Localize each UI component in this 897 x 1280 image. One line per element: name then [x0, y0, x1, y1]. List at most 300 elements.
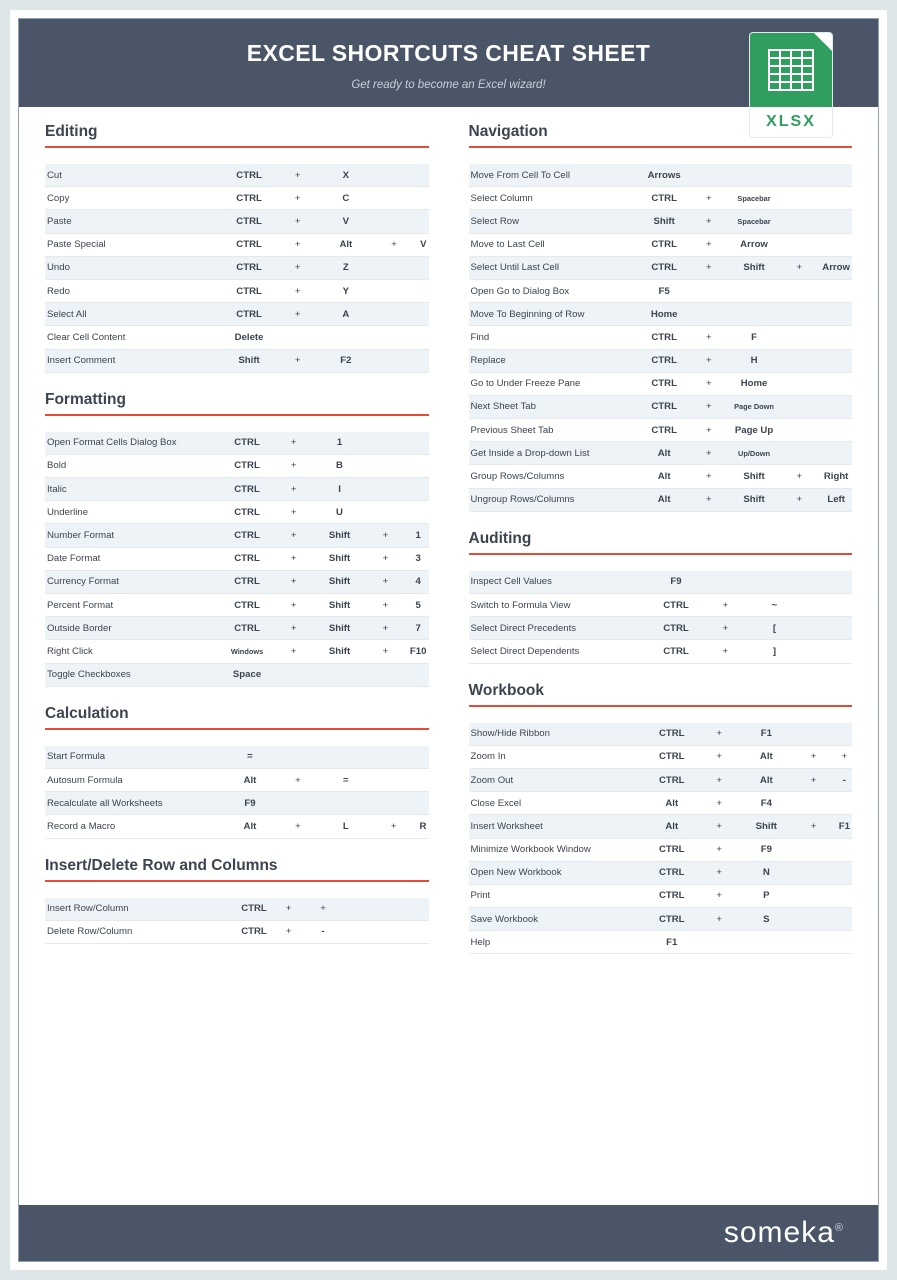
shortcut-key: CTRL	[648, 884, 696, 907]
key-separator: +	[790, 768, 837, 791]
shortcut-table-auditing	[469, 571, 853, 664]
shortcut-key	[790, 884, 837, 907]
shortcut-key: 1	[408, 524, 429, 547]
shortcut-key	[848, 594, 852, 617]
shortcut-key	[837, 861, 852, 884]
shortcut-key	[778, 326, 820, 349]
key-separator: +	[696, 792, 743, 815]
shortcut-key: R	[418, 815, 429, 838]
shortcut-key	[778, 187, 820, 210]
table-row	[45, 547, 429, 570]
shortcut-key: F2	[322, 349, 370, 372]
table-row	[469, 233, 853, 256]
table-row	[469, 594, 853, 617]
shortcut-label: Minimize Workbook Window	[469, 838, 648, 861]
table-row	[469, 326, 853, 349]
table-row	[45, 617, 429, 640]
key-separator: +	[688, 326, 730, 349]
section-title-navigation: Navigation	[469, 123, 853, 148]
key-separator: +	[696, 723, 743, 746]
shortcut-key: CTRL	[641, 372, 688, 395]
shortcut-key: =	[322, 768, 370, 791]
table-row	[45, 303, 429, 326]
shortcut-key: Shift	[730, 488, 779, 511]
shortcut-key	[778, 349, 820, 372]
table-row	[469, 723, 853, 746]
shortcut-label: Move to Last Cell	[469, 233, 641, 256]
shortcut-key	[820, 303, 852, 326]
key-separator: +	[363, 640, 408, 663]
shortcut-key: CTRL	[223, 524, 271, 547]
shortcut-key	[322, 746, 370, 769]
shortcut-key	[778, 303, 820, 326]
shortcut-key: Shift	[730, 256, 779, 279]
shortcut-label: Paste	[45, 210, 225, 233]
shortcut-key: F	[730, 326, 779, 349]
shortcut-key: Alt	[742, 768, 790, 791]
shortcut-key: Z	[322, 256, 370, 279]
shortcut-key: F9	[226, 792, 274, 815]
shortcut-key	[848, 617, 852, 640]
section-calculation	[45, 705, 429, 839]
shortcut-key: Shift	[742, 815, 790, 838]
shortcut-key	[408, 663, 429, 686]
table-row	[469, 419, 853, 442]
shortcut-key	[790, 838, 837, 861]
shortcut-key: I	[316, 478, 363, 501]
brand-registered-mark: ®	[834, 1222, 844, 1234]
shortcut-label: Switch to Formula View	[469, 594, 652, 617]
shortcut-label: Insert Comment	[45, 349, 225, 372]
key-separator: +	[688, 465, 730, 488]
key-separator: +	[696, 861, 743, 884]
shortcut-key	[398, 920, 429, 943]
key-separator: +	[790, 815, 837, 838]
table-row	[45, 570, 429, 593]
shortcut-key: CTRL	[223, 570, 271, 593]
shortcut-label: Right Click	[45, 640, 223, 663]
shortcut-key: Alt	[641, 488, 688, 511]
shortcut-key: [	[750, 617, 799, 640]
table-row	[469, 884, 853, 907]
shortcut-key: Page Down	[730, 395, 779, 418]
key-separator: +	[271, 478, 316, 501]
shortcut-label: Select Until Last Cell	[469, 256, 641, 279]
table-row	[469, 838, 853, 861]
shortcut-label: Select Direct Dependents	[469, 640, 652, 663]
section-formatting	[45, 391, 429, 687]
shortcut-key	[408, 432, 429, 455]
shortcut-key: Alt	[648, 792, 696, 815]
shortcut-key: Home	[730, 372, 779, 395]
shortcut-key: Delete	[225, 326, 274, 349]
key-separator: +	[696, 768, 743, 791]
shortcut-label: Zoom In	[469, 745, 648, 768]
table-row	[469, 187, 853, 210]
shortcut-label: Underline	[45, 501, 223, 524]
shortcut-key: CTRL	[648, 723, 696, 746]
shortcut-label: Select Row	[469, 210, 641, 233]
shortcut-key: C	[322, 187, 370, 210]
shortcut-key: Arrow	[730, 233, 779, 256]
shortcut-key	[418, 326, 428, 349]
shortcut-label: Zoom Out	[469, 768, 648, 791]
shortcut-key: Alt	[641, 465, 688, 488]
shortcut-key: CTRL	[648, 838, 696, 861]
table-row	[45, 279, 429, 302]
table-row	[45, 326, 429, 349]
section-title-auditing: Auditing	[469, 530, 853, 555]
xlsx-icon-label: XLSX	[750, 107, 832, 137]
key-separator: +	[363, 594, 408, 617]
table-row	[45, 256, 429, 279]
shortcut-key	[418, 279, 428, 302]
shortcut-table-workbook	[469, 723, 853, 955]
key-separator: +	[790, 745, 837, 768]
shortcut-key: CTRL	[223, 432, 271, 455]
section-title-calculation: Calculation	[45, 705, 429, 730]
shortcut-key	[370, 164, 418, 187]
key-separator: +	[778, 465, 820, 488]
table-body	[469, 723, 853, 954]
key-separator: +	[363, 570, 408, 593]
shortcut-key: 7	[408, 617, 429, 640]
shortcut-key: CTRL	[641, 233, 688, 256]
shortcut-key	[348, 920, 398, 943]
shortcut-key	[408, 501, 429, 524]
shortcut-key	[363, 478, 408, 501]
table-row	[469, 571, 853, 594]
shortcut-label: Move From Cell To Cell	[469, 164, 641, 187]
shortcut-key: 3	[408, 547, 429, 570]
shortcut-key: CTRL	[225, 187, 274, 210]
table-body	[469, 571, 853, 663]
shortcut-key	[730, 279, 779, 302]
key-separator: +	[696, 908, 743, 931]
section-editing	[45, 123, 429, 373]
shortcut-key: CTRL	[225, 256, 274, 279]
key-separator: +	[701, 640, 750, 663]
shortcut-key	[418, 187, 428, 210]
shortcut-key	[790, 723, 837, 746]
table-row	[469, 349, 853, 372]
shortcut-key	[837, 792, 852, 815]
shortcut-key	[820, 372, 852, 395]
shortcut-key	[837, 838, 852, 861]
shortcut-key	[363, 663, 408, 686]
shortcut-key	[348, 898, 398, 921]
shortcut-key: Alt	[648, 815, 696, 838]
shortcut-label: Save Workbook	[469, 908, 648, 931]
table-body	[469, 164, 853, 511]
shortcut-key: Alt	[641, 442, 688, 465]
shortcut-key: CTRL	[641, 187, 688, 210]
shortcut-key: ]	[750, 640, 799, 663]
key-separator: +	[370, 815, 418, 838]
shortcut-key	[820, 233, 852, 256]
key-separator: +	[274, 349, 322, 372]
table-row	[469, 908, 853, 931]
shortcut-key: ~	[750, 594, 799, 617]
shortcut-key: CTRL	[641, 419, 688, 442]
shortcut-key: 4	[408, 570, 429, 593]
table-row	[469, 442, 853, 465]
xlsx-icon-fold	[814, 33, 832, 51]
table-row	[469, 745, 853, 768]
shortcut-label: Cut	[45, 164, 225, 187]
table-row	[45, 746, 429, 769]
brand-name: someka	[723, 1216, 835, 1249]
shortcut-key: CTRL	[225, 279, 274, 302]
shortcut-key: CTRL	[225, 164, 274, 187]
page-inner-border	[18, 18, 879, 1262]
shortcut-key	[370, 768, 418, 791]
shortcut-label: Clear Cell Content	[45, 326, 225, 349]
shortcut-key	[418, 746, 429, 769]
shortcut-key: -	[298, 920, 348, 943]
shortcut-key: Up/Down	[730, 442, 779, 465]
table-row	[45, 792, 429, 815]
shortcut-key: CTRL	[225, 210, 274, 233]
shortcut-key: CTRL	[648, 745, 696, 768]
shortcut-key: CTRL	[223, 478, 271, 501]
shortcut-key	[848, 640, 852, 663]
shortcut-key: CTRL	[641, 395, 688, 418]
key-separator: +	[363, 524, 408, 547]
key-separator: +	[837, 745, 852, 768]
shortcut-label: Outside Border	[45, 617, 223, 640]
shortcut-key: L	[322, 815, 370, 838]
table-row	[45, 501, 429, 524]
shortcut-key	[418, 792, 429, 815]
table-row	[469, 488, 853, 511]
table-row	[45, 663, 429, 686]
shortcut-key	[274, 326, 322, 349]
shortcut-key	[820, 210, 852, 233]
section-workbook	[469, 682, 853, 955]
shortcut-key: F5	[641, 279, 688, 302]
table-row	[45, 233, 429, 256]
table-body	[45, 898, 429, 944]
shortcut-key	[799, 571, 848, 594]
shortcut-key: -	[837, 768, 852, 791]
section-auditing	[469, 530, 853, 664]
shortcut-key: V	[418, 233, 428, 256]
shortcut-key: 5	[408, 594, 429, 617]
table-row	[45, 454, 429, 477]
key-separator: +	[688, 187, 730, 210]
key-separator: +	[778, 256, 820, 279]
shortcut-key: CTRL	[225, 233, 274, 256]
key-separator: +	[271, 524, 316, 547]
shortcut-key	[790, 792, 837, 815]
shortcut-key: Space	[223, 663, 271, 686]
shortcut-label: Bold	[45, 454, 223, 477]
key-separator: +	[688, 395, 730, 418]
shortcut-key: Alt	[226, 815, 274, 838]
shortcut-table-formatting	[45, 432, 429, 687]
shortcut-key	[799, 640, 848, 663]
shortcut-key: Alt	[226, 768, 274, 791]
key-separator: +	[274, 210, 322, 233]
table-row	[45, 210, 429, 233]
shortcut-label: Percent Format	[45, 594, 223, 617]
shortcut-key	[688, 164, 730, 187]
table-row	[45, 478, 429, 501]
shortcut-key: F1	[742, 723, 790, 746]
shortcut-key	[778, 210, 820, 233]
table-row	[469, 164, 853, 187]
shortcut-key: P	[742, 884, 790, 907]
shortcut-label: Inspect Cell Values	[469, 571, 652, 594]
shortcut-key	[799, 594, 848, 617]
shortcut-key	[370, 256, 418, 279]
shortcut-key	[418, 768, 429, 791]
xlsx-icon-grid	[768, 49, 814, 91]
shortcut-key	[790, 931, 837, 954]
section-title-editing: Editing	[45, 123, 429, 148]
shortcut-key	[408, 454, 429, 477]
shortcut-key	[398, 898, 429, 921]
shortcut-key	[778, 372, 820, 395]
table-row	[45, 432, 429, 455]
shortcut-key	[820, 326, 852, 349]
shortcut-key: F9	[651, 571, 700, 594]
key-separator: +	[298, 898, 348, 921]
shortcut-key	[750, 571, 799, 594]
key-separator: +	[688, 419, 730, 442]
shortcut-label: Record a Macro	[45, 815, 226, 838]
key-separator: +	[696, 838, 743, 861]
table-row	[469, 372, 853, 395]
section-title-workbook: Workbook	[469, 682, 853, 707]
shortcut-key: B	[316, 454, 363, 477]
shortcut-key	[370, 303, 418, 326]
shortcut-label: Redo	[45, 279, 225, 302]
key-separator: +	[370, 233, 418, 256]
shortcut-key	[820, 349, 852, 372]
shortcut-key	[848, 571, 852, 594]
shortcut-label: Select All	[45, 303, 225, 326]
shortcut-key: CTRL	[648, 908, 696, 931]
shortcut-label: Select Direct Precedents	[469, 617, 652, 640]
shortcut-key: Right	[820, 465, 852, 488]
key-separator: +	[696, 745, 743, 768]
key-separator: +	[271, 501, 316, 524]
shortcut-key	[370, 326, 418, 349]
shortcut-key: CTRL	[229, 898, 279, 921]
table-row	[469, 210, 853, 233]
shortcut-label: Group Rows/Columns	[469, 465, 641, 488]
section-title-formatting: Formatting	[45, 391, 429, 416]
shortcut-key	[837, 931, 852, 954]
shortcut-key: CTRL	[225, 303, 274, 326]
shortcut-key: CTRL	[223, 594, 271, 617]
key-separator: +	[271, 547, 316, 570]
shortcut-table-insert-delete	[45, 898, 429, 944]
shortcut-key	[820, 395, 852, 418]
shortcut-key	[701, 571, 750, 594]
section-navigation	[469, 123, 853, 512]
shortcut-key	[370, 746, 418, 769]
table-row	[469, 256, 853, 279]
table-row	[469, 617, 853, 640]
left-column	[45, 123, 449, 972]
shortcut-label: Show/Hide Ribbon	[469, 723, 648, 746]
shortcut-key: U	[316, 501, 363, 524]
content-columns	[19, 107, 878, 972]
shortcut-key: Spacebar	[730, 187, 779, 210]
shortcut-key: 1	[316, 432, 363, 455]
key-separator: +	[279, 920, 298, 943]
shortcut-key: CTRL	[229, 920, 279, 943]
table-row	[45, 898, 429, 921]
xlsx-icon-body	[750, 33, 832, 107]
shortcut-label: Start Formula	[45, 746, 226, 769]
shortcut-table-editing	[45, 164, 429, 373]
key-separator: +	[363, 547, 408, 570]
shortcut-key	[370, 792, 418, 815]
key-separator: +	[701, 617, 750, 640]
shortcut-key: Home	[641, 303, 688, 326]
shortcut-key	[274, 746, 322, 769]
shortcut-key: CTRL	[648, 861, 696, 884]
shortcut-label: Copy	[45, 187, 225, 210]
shortcut-key: Left	[820, 488, 852, 511]
shortcut-key: Y	[322, 279, 370, 302]
shortcut-key	[316, 663, 363, 686]
key-separator: +	[701, 594, 750, 617]
shortcut-key: CTRL	[223, 617, 271, 640]
shortcut-key: CTRL	[651, 617, 700, 640]
shortcut-key: F4	[742, 792, 790, 815]
shortcut-label: Go to Under Freeze Pane	[469, 372, 641, 395]
shortcut-label: Select Column	[469, 187, 641, 210]
shortcut-key: F1	[837, 815, 852, 838]
table-row	[469, 768, 853, 791]
shortcut-key	[688, 279, 730, 302]
key-separator: +	[271, 617, 316, 640]
shortcut-key: Arrows	[641, 164, 688, 187]
table-row	[469, 303, 853, 326]
shortcut-key: CTRL	[223, 454, 271, 477]
shortcut-key: Page Up	[730, 419, 779, 442]
table-row	[469, 792, 853, 815]
shortcut-key	[696, 931, 743, 954]
page-footer	[19, 1205, 878, 1261]
shortcut-key	[408, 478, 429, 501]
shortcut-key	[778, 164, 820, 187]
key-separator: +	[688, 372, 730, 395]
shortcut-key: F9	[742, 838, 790, 861]
shortcut-key: Shift	[316, 617, 363, 640]
shortcut-label: Print	[469, 884, 648, 907]
page-title: EXCEL SHORTCUTS CHEAT SHEET	[246, 39, 651, 66]
key-separator: +	[274, 187, 322, 210]
shortcut-table-navigation	[469, 164, 853, 512]
shortcut-key: CTRL	[223, 547, 271, 570]
shortcut-key	[778, 279, 820, 302]
key-separator: +	[688, 488, 730, 511]
shortcut-label: Get Inside a Drop-down List	[469, 442, 641, 465]
shortcut-key	[820, 164, 852, 187]
table-row	[45, 768, 429, 791]
shortcut-key	[418, 303, 428, 326]
key-separator: +	[688, 256, 730, 279]
page-header	[19, 19, 878, 130]
shortcut-key: CTRL	[641, 326, 688, 349]
shortcut-key: Shift	[316, 524, 363, 547]
